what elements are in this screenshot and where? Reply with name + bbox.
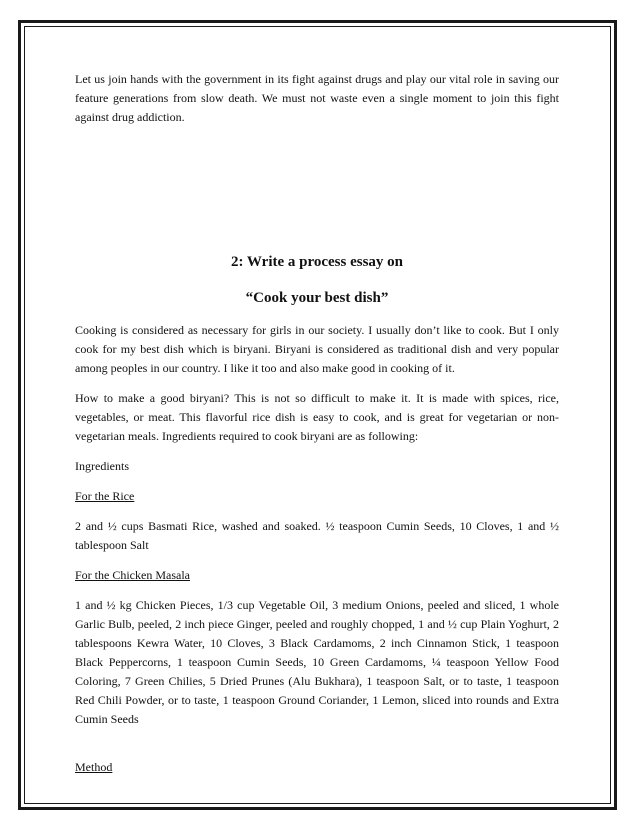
paragraph-biryani: How to make a good biryani? This is not so difficult to make it. It is made with spices, rice, vegetables, or meat. This flavorful rice dish is easy to cook, and is great for vegetarian or non-vegetarian meals. Ingredients required to cook biryani are as following: [75,391,559,443]
essay-title: “Cook your best dish” [245,290,389,306]
essay-heading: 2: Write a process essay on [230,254,404,270]
masala-section-label: For the Chicken Masala [75,568,190,582]
document-body [75,70,559,777]
masala-ingredients: 1 and ½ kg Chicken Pieces, 1/3 cup Vegetable Oil, 3 medium Onions, peeled and sliced, 1 whole Garlic Bulb, peeled, 2 inch piece Ginger, peeled and roughly chopped, 1 and ½ cup Plain Yoghurt, 2 tablespoons Kewra Water, 10 Cloves, 3 Black Cardamoms, 2 inch Cinnamon Stick, 1 teaspoon Black Peppercorns, 1 teaspoon Cumin Seeds, 10 Green Cardamoms, ¼ teaspoon Yellow Food Coloring, 7 Green Chilies, 5 Dried Prunes (Alu Bukhara), 1 teaspoon Salt, or to taste, 1 teaspoon Red Chili Powder, or to taste, 1 teaspoon Ground Coriander, 1 Lemon, sliced into rounds and Extra Cumin Seeds [75,598,559,726]
ingredients-label: Ingredients [75,459,129,473]
intro-paragraph: Let us join hands with the government in its fight against drugs and play our vital role in saving our feature generations from slow death. We must not waste even a single moment to join this fight against drug addiction. [75,72,559,124]
paragraph-cooking: Cooking is considered as necessary for girls in our society. I usually don’t like to cook. But I only cook for my best dish which is biryani. Biryani is considered as traditional dish and very popular among peoples in our country. I like it too and also make good in cooking of it. [75,323,559,375]
method-label: Method [75,760,113,774]
rice-ingredients: 2 and ½ cups Basmati Rice, washed and soaked. ½ teaspoon Cumin Seeds, 10 Cloves, 1 and ½ tablespoon Salt [75,519,559,552]
rice-section-label: For the Rice [75,489,135,503]
